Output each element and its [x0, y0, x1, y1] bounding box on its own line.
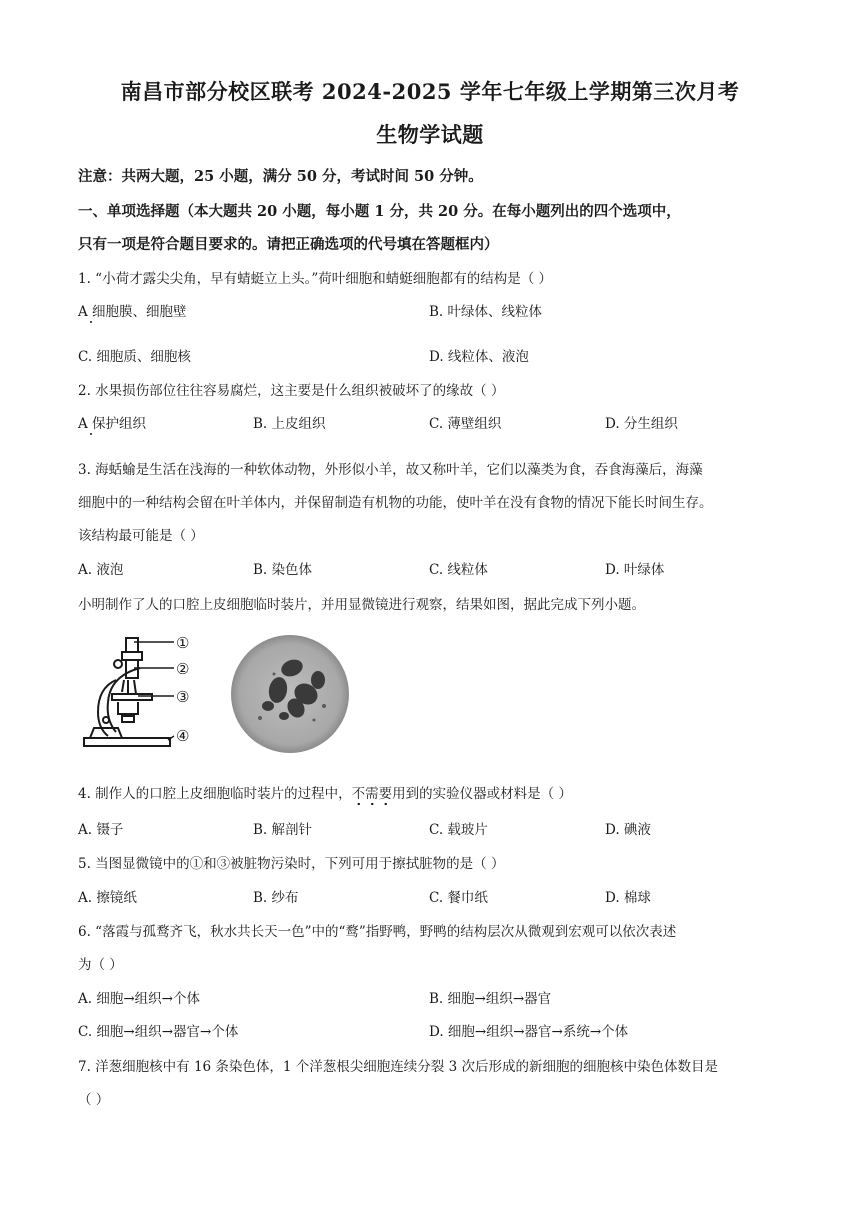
question-5-option-c[interactable]: C. 餐巾纸 [429, 890, 488, 906]
question-6-option-b[interactable]: B. 细胞→组织→器官 [429, 991, 552, 1007]
question-4-option-c[interactable]: C. 载玻片 [429, 822, 488, 838]
question-1-option-a[interactable]: A 细胞膜、细胞壁 [78, 304, 187, 320]
question-3-line2: 细胞中的一种结构会留在叶羊体内，并保留制造有机物的功能，使叶羊在没有食物的情况下能长时间生存。 [78, 495, 713, 511]
question-6-line2: 为（ ） [78, 957, 123, 973]
question-5-stem: 5. 当图显微镜中的①和③被脏物污染时，下列可用于擦拭脏物的是（ ） [78, 856, 505, 872]
question-5-option-d[interactable]: D. 棉球 [605, 890, 651, 906]
question-7-line2: （ ） [78, 1092, 110, 1108]
option-dot-mark [90, 321, 92, 323]
question-3-option-c[interactable]: C. 线粒体 [429, 562, 488, 578]
question-5-option-a[interactable]: A. 擦镜纸 [78, 890, 137, 906]
microscope-label-1: ① [176, 634, 190, 652]
question-1-stem: 1. “小荷才露尖尖角，早有蜻蜓立上头。”荷叶细胞和蜻蜓细胞都有的结构是（ ） [78, 271, 553, 287]
microscope-label-4: ④ [176, 727, 190, 745]
question-4-option-b[interactable]: B. 解剖针 [253, 822, 313, 838]
question-3-option-d[interactable]: D. 叶绿体 [605, 562, 665, 578]
question-4-option-a[interactable]: A. 镊子 [78, 822, 124, 838]
question-2-option-a[interactable]: A 保护组织 [78, 416, 147, 432]
question-6-line1: 6. “落霞与孤鹜齐飞，秋水共长天一色”中的“鹜”指野鸭，野鸭的结构层次从微观到宏观可以依次表述 [78, 924, 677, 940]
microscope-label-3: ③ [176, 688, 190, 706]
question-4-option-d[interactable]: D. 碘液 [605, 822, 651, 838]
question-3-line1: 3. 海蛞蝓是生活在浅海的一种软体动物，外形似小羊，故又称叶羊，它们以藻类为食，吞食海藻后，海藻 [78, 462, 703, 478]
question-4-stem [78, 782, 572, 802]
question-4-stem-pre: 4. 制作人的口腔上皮细胞临时装片的过程中， [78, 786, 352, 802]
question-2-option-d[interactable]: D. 分生组织 [605, 416, 678, 432]
page-title: 南昌市部分校区联考 2024-2025 学年七年级上学期第三次月考 [120, 79, 740, 104]
question-3-option-a[interactable]: A. 液泡 [78, 562, 124, 578]
question-2-option-c[interactable]: C. 薄壁组织 [429, 416, 502, 432]
question-2-stem: 2. 水果损伤部位往往容易腐烂，这主要是什么组织被破坏了的缘故（ ） [78, 383, 505, 399]
section-heading-line2: 只有一项是符合题目要求的。请把正确选项的代号填在答题框内） [78, 236, 499, 253]
microscope-label-2: ② [176, 660, 190, 678]
question-1-option-c[interactable]: C. 细胞质、细胞核 [78, 349, 191, 365]
cell-observation-image [230, 634, 350, 754]
question-7-line1: 7. 洋葱细胞核中有 16 条染色体，1 个洋葱根尖细胞连续分裂 3 次后形成的新细胞的细胞核中染色体数目是 [78, 1059, 718, 1075]
section-heading-line1: 一、单项选择题（本大题共 20 小题，每小题 1 分，共 20 分。在每小题列出的四个选项中， [78, 203, 681, 220]
question-4-stem-post: 用到的实验仪器或材料是（ ） [392, 786, 572, 802]
question-6-option-a[interactable]: A. 细胞→组织→个体 [78, 991, 200, 1007]
question-5-option-b[interactable]: B. 纱布 [253, 890, 299, 906]
question-3-line3: 该结构最可能是（ ） [78, 528, 204, 544]
question-6-option-c[interactable]: C. 细胞→组织→器官→个体 [78, 1024, 239, 1040]
question-3-option-b[interactable]: B. 染色体 [253, 562, 313, 578]
option-dot-mark [90, 433, 92, 435]
question-4-emphasis: 不需要 [352, 786, 393, 806]
question-1-option-b[interactable]: B. 叶绿体、线粒体 [429, 304, 543, 320]
question-2-option-b[interactable]: B. 上皮组织 [253, 416, 326, 432]
question-1-option-d[interactable]: D. 线粒体、液泡 [429, 349, 529, 365]
notice: 注意：共两大题，25 小题，满分 50 分，考试时间 50 分钟。 [78, 168, 483, 185]
page-subtitle: 生物学试题 [376, 122, 484, 147]
question-group-intro: 小明制作了人的口腔上皮细胞临时装片，并用显微镜进行观察，结果如图，据此完成下列小题。 [78, 597, 645, 613]
question-6-option-d[interactable]: D. 细胞→组织→器官→系统→个体 [429, 1024, 629, 1040]
